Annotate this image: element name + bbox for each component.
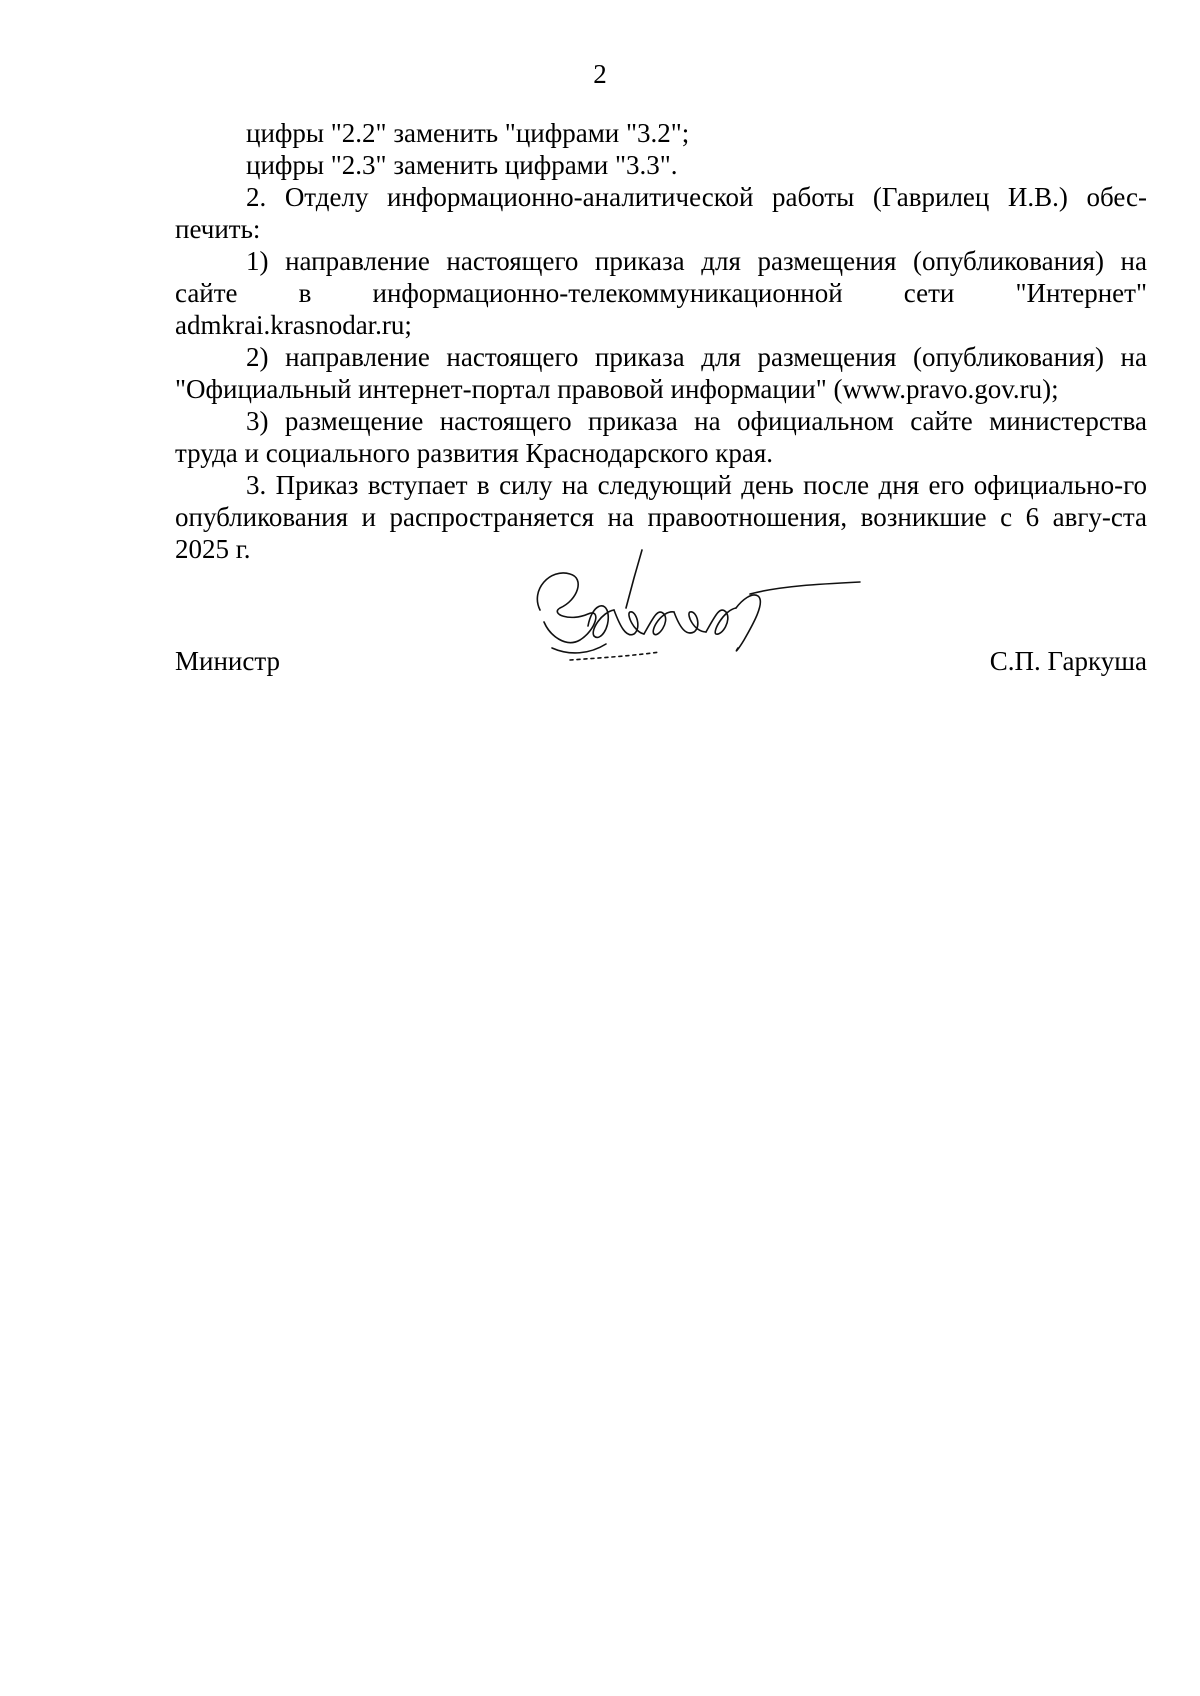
- paragraph-subitem-3: 3) размещение настоящего приказа на официальном сайте министерства труда и социального развития Краснодарского края.: [175, 406, 1147, 468]
- paragraph-subitem-1: 1) направление настоящего приказа для размещения (опубликования) на сайте в информационно-телекоммуникационной сети "Интернет" admkrai.krasnodar.ru;: [175, 246, 1147, 340]
- signature-block: [175, 645, 1147, 681]
- paragraph-subitem-2: 2) направление настоящего приказа для размещения (опубликования) на "Официальный интернет-портал правовой информации" (www.pravo.gov.ru);: [175, 342, 1147, 404]
- paragraph-replace-2-3: цифры "2.3" заменить цифрами "3.3".: [246, 150, 678, 180]
- paragraph-replace-2-2: цифры "2.2" заменить "цифрами "3.2";: [246, 118, 690, 148]
- signatory-name: С.П. Гаркуша: [989, 646, 1147, 676]
- paragraph-item-3: 3. Приказ вступает в силу на следующий день после дня его официально-го опубликования и распространяется на правоотношения, возникшие с 6 авгу-ста 2025 г.: [175, 470, 1147, 564]
- document-body: [175, 117, 1147, 565]
- signatory-title: Министр: [175, 646, 280, 676]
- page-number: 2: [593, 59, 607, 89]
- paragraph-item-2: 2. Отделу информационно-аналитической работы (Гаврилец И.В.) обес-печить:: [175, 182, 1147, 244]
